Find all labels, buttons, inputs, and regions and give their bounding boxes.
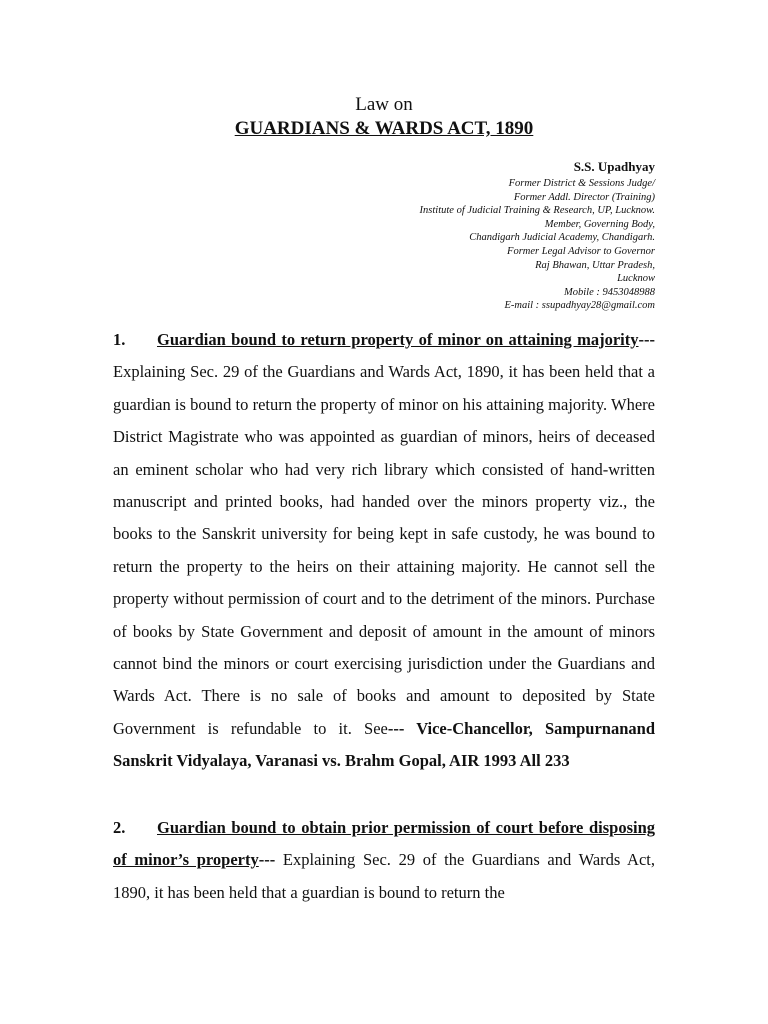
author-line: Institute of Judicial Training & Research, UP, Lucknow. — [419, 205, 655, 217]
author-line: Former Addl. Director (Training) — [513, 191, 655, 203]
author-line: Chandigarh Judicial Academy, Chandigarh. — [469, 232, 655, 244]
section-heading: Guardian bound to return property of minor on attaining majority — [157, 330, 639, 349]
section-1-paragraph — [113, 324, 655, 778]
case-citation: --- Vice-Chancellor, Sampurnanand Sanskrit Vidyalaya, Varanasi vs. Brahm Gopal, AIR 1993 All 233 — [113, 718, 655, 771]
section-number: 2. — [113, 818, 126, 837]
heading-dashes: --- — [258, 850, 276, 870]
section-body: Explaining Sec. 29 of the Guardians and Wards Act, 1890, it has been held that a guardian is bound to return the — [113, 850, 656, 902]
title-line-1: Law on — [355, 94, 413, 115]
document-title: GUARDIANS & WARDS ACT, 1890 — [234, 118, 534, 139]
author-line: Lucknow — [617, 273, 655, 285]
author-email: E-mail : ssupadhyay28@gmail.com — [504, 300, 655, 312]
author-name: S.S. Upadhyay — [573, 159, 655, 174]
author-line: Member, Governing Body, — [544, 218, 655, 230]
section-heading: Guardian bound to obtain prior permission of court before disposing of minor’s property — [113, 818, 655, 870]
author-line: Raj Bhawan, Uttar Pradesh, — [535, 259, 655, 271]
author-line: Former Legal Advisor to Governor — [507, 245, 655, 257]
section-body: Explaining Sec. 29 of the Guardians and Wards Act, 1890, it has been held that a guardian is bound to return the property of minor on his attaining majority. Where District Magistrate who was appointed as guardian of minors, heirs of deceased an eminent scholar who had very rich library which consisted of hand-written manuscript and printed books, had handed over the minors property viz., the books to the Sanskrit university for being kept in safe custody, he was bound to return the property to the heirs on their attaining majority. He cannot sell the property without permission of court and to the detriment of the minors. Purchase of books by State Government and deposit of amount in the amount of minors cannot bind the minors or court exercising jurisdiction under the Guardians and Wards Act. There is no sale of books and amount to deposited by State Government is refundable to it. See — [113, 362, 655, 738]
author-block — [235, 158, 655, 313]
section-number: 1. — [113, 330, 126, 349]
author-mobile: Mobile : 9453048988 — [564, 286, 655, 298]
heading-dashes: --- — [638, 330, 655, 349]
section-2-paragraph — [113, 812, 655, 909]
author-line: Former District & Sessions Judge/ — [508, 178, 655, 189]
